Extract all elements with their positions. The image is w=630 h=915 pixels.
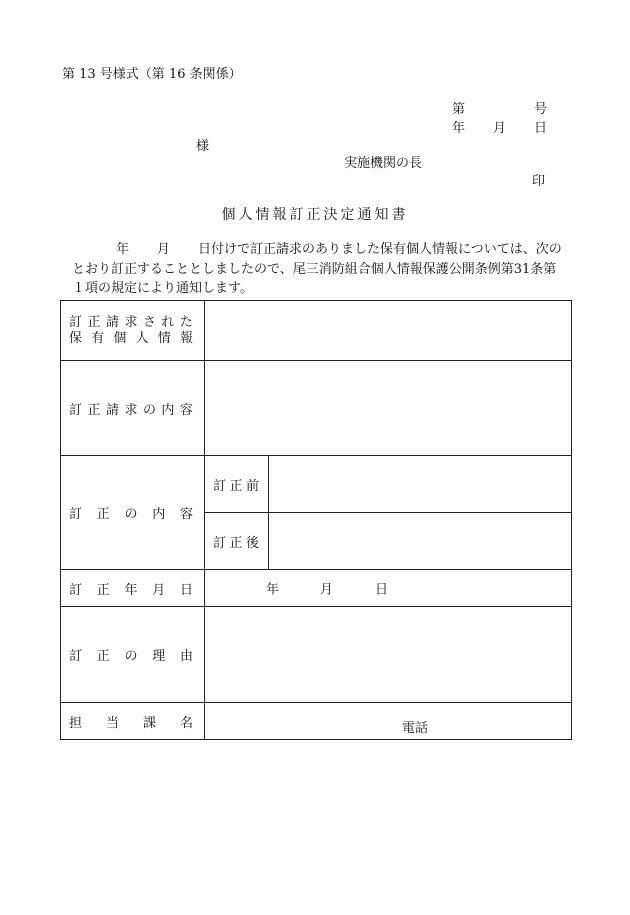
issue-date-day: 日 — [534, 121, 548, 136]
label-char: 保 — [69, 330, 83, 346]
label-before-correction — [205, 456, 269, 513]
label-char: 正 — [96, 649, 110, 664]
row-department — [61, 703, 572, 740]
value-correction-reason[interactable] — [205, 607, 572, 703]
label-char: 後 — [245, 535, 259, 551]
label-chars — [69, 579, 193, 598]
correction-table — [60, 300, 572, 740]
label-chars — [69, 331, 193, 347]
label-char: 由 — [179, 649, 193, 664]
body-line-3: １項の規定により通知します。 — [72, 281, 253, 296]
label-chars — [69, 645, 193, 664]
label-chars — [213, 532, 259, 551]
label-char: 日 — [179, 582, 193, 598]
label-char: 訂 — [69, 582, 83, 598]
label-char: 求 — [124, 314, 138, 330]
label-chars — [213, 475, 259, 494]
label-char: 当 — [105, 715, 119, 731]
label-chars — [69, 399, 193, 418]
label-char: 正 — [229, 535, 243, 551]
label-char: 訂 — [69, 314, 83, 330]
correction-date-year: 年 — [266, 582, 280, 598]
body-year: 年 — [116, 242, 130, 257]
label-char: 訂 — [213, 478, 227, 494]
notice-body — [72, 240, 584, 299]
label-char: の — [124, 649, 138, 664]
body-month: 月 — [157, 242, 171, 257]
label-char: の — [124, 507, 138, 522]
row-correction-before — [61, 456, 572, 513]
correction-date-month: 月 — [320, 582, 334, 598]
label-char: 名 — [179, 715, 193, 731]
label-char: 求 — [124, 402, 138, 418]
label-char: 情 — [157, 330, 171, 346]
body-line-1-text: 日付けで訂正請求のありました保有個人情報については、次の — [198, 242, 562, 257]
telephone-label: 電話 — [402, 721, 429, 736]
label-char: 請 — [105, 402, 119, 418]
value-after-correction[interactable] — [269, 513, 572, 570]
document-number-suffix: 号 — [534, 102, 548, 117]
value-request-content[interactable] — [205, 361, 572, 456]
label-char: さ — [142, 314, 156, 330]
form-number: 第 13 号様式（第 16 条関係） — [62, 67, 242, 82]
label-char: 正 — [229, 478, 243, 494]
seal-mark: 印 — [532, 174, 546, 189]
label-after-correction — [205, 513, 269, 570]
recipient-honorific: 様 — [196, 139, 210, 154]
label-char: 内 — [161, 402, 175, 418]
document-number-prefix: 第 — [452, 102, 466, 117]
body-line-2: とおり訂正することとしましたので、尾三消防組合個人情報保護公開条例第31条第 — [72, 261, 557, 277]
label-char: 報 — [179, 330, 193, 346]
label-chars — [69, 315, 193, 331]
issue-date-month: 月 — [493, 121, 507, 136]
label-chars — [69, 712, 193, 731]
label-char: 正 — [96, 582, 110, 598]
label-chars — [69, 503, 193, 522]
label-correction-date — [61, 570, 205, 607]
label-char: 人 — [135, 330, 149, 346]
row-correction-reason — [61, 607, 572, 703]
label-char: 担 — [69, 715, 83, 731]
label-char: 課 — [142, 715, 156, 731]
body-line-1 — [72, 240, 584, 260]
correction-date-day: 日 — [375, 582, 389, 598]
label-char: 前 — [245, 478, 259, 494]
label-char: 正 — [96, 507, 110, 522]
value-before-correction[interactable] — [269, 456, 572, 513]
value-correction-date[interactable] — [205, 570, 572, 607]
label-char: 内 — [152, 507, 166, 522]
label-char: 正 — [87, 402, 101, 418]
label-char: 訂 — [69, 649, 83, 664]
document-title: 個人情報訂正決定通知書 — [221, 207, 409, 223]
label-char: 請 — [105, 314, 119, 330]
value-requested-info[interactable] — [205, 301, 572, 361]
label-char: 正 — [87, 314, 101, 330]
label-char: 月 — [152, 582, 166, 598]
label-char: 訂 — [69, 507, 83, 522]
label-char: の — [142, 402, 156, 418]
label-char: 理 — [152, 649, 166, 664]
label-char: 有 — [91, 330, 105, 346]
label-char: 訂 — [213, 535, 227, 551]
label-char: 訂 — [69, 402, 83, 418]
row-requested-info — [61, 301, 572, 361]
label-char: 容 — [179, 507, 193, 522]
row-correction-date — [61, 570, 572, 607]
label-char: 容 — [179, 402, 193, 418]
label-char: 年 — [124, 582, 138, 598]
sender-title: 実施機関の長 — [344, 156, 423, 171]
label-requested-info — [61, 301, 205, 361]
label-request-content — [61, 361, 205, 456]
label-correction-content — [61, 456, 205, 570]
label-char: れ — [161, 314, 175, 330]
label-char: た — [179, 314, 193, 330]
label-department — [61, 703, 205, 740]
issue-date-year: 年 — [452, 121, 466, 136]
row-request-content — [61, 361, 572, 456]
label-correction-reason — [61, 607, 205, 703]
label-char: 個 — [113, 330, 127, 346]
value-department[interactable] — [205, 703, 572, 740]
